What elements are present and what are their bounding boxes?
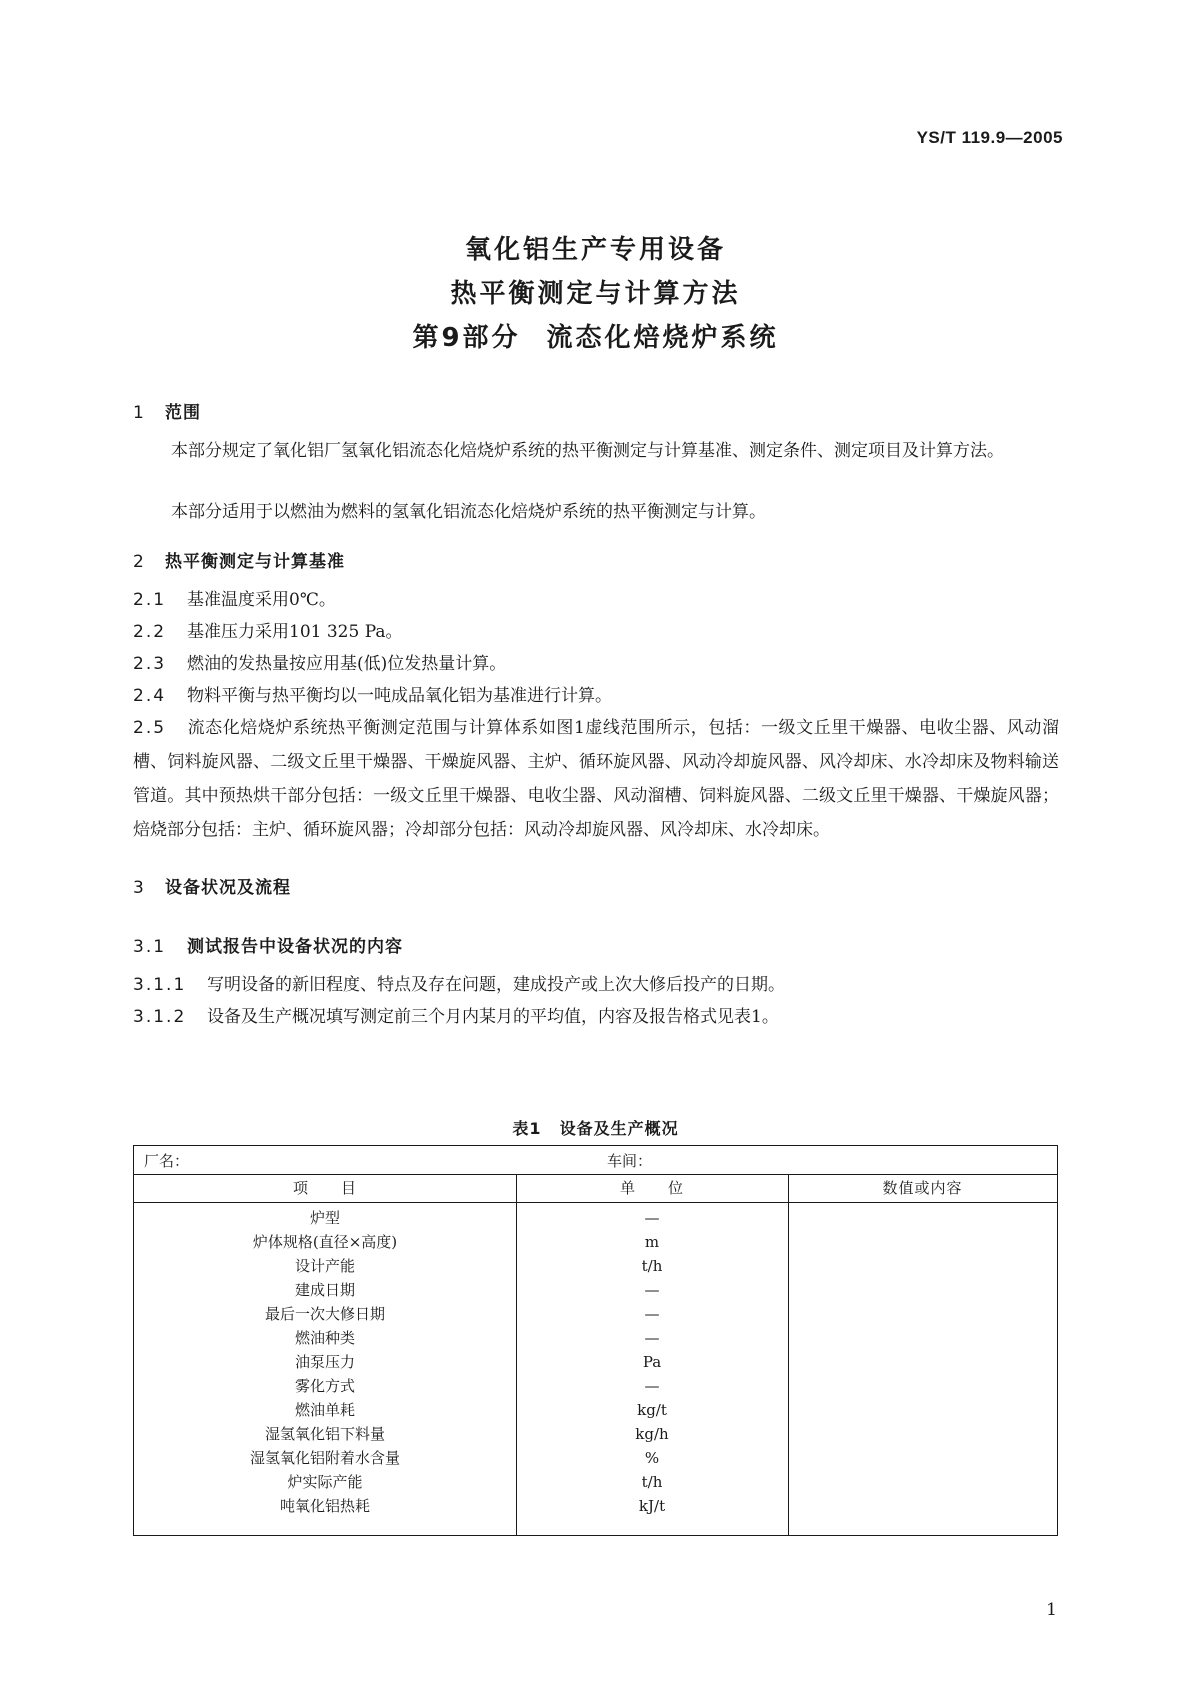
table-row: [134, 1350, 1057, 1374]
clause-3-1-1: [133, 968, 1059, 1002]
clause-text: 基准压力采用101 325 Pa。: [187, 622, 403, 642]
table-row: [134, 1374, 1057, 1398]
row-item: 油泵压力: [294, 1353, 355, 1371]
row-unit: kJ/t: [638, 1497, 666, 1515]
part-name: 流态化焙烧炉系统: [546, 323, 779, 353]
column-header-item: 项 目: [292, 1179, 357, 1197]
row-item: 燃油种类: [294, 1329, 355, 1347]
clause-text: 设备及生产概况填写测定前三个月内某月的平均值，内容及报告格式见表1。: [207, 1007, 779, 1027]
table-row: [134, 1398, 1057, 1422]
table-row: [134, 1446, 1057, 1470]
row-item: 建成日期: [294, 1281, 355, 1299]
row-unit: %: [644, 1449, 660, 1467]
section-3-heading: [133, 873, 291, 898]
row-item: 燃油单耗: [294, 1401, 355, 1419]
scope-paragraph-2: 本部分适用于以燃油为燃料的氢氧化铝流态化焙烧炉系统的热平衡测定与计算。: [171, 502, 766, 522]
table-1-caption: [0, 1116, 1191, 1139]
table-row: [134, 1278, 1057, 1302]
table-row: [134, 1326, 1057, 1350]
row-unit: —: [644, 1305, 660, 1323]
table-row: [134, 1230, 1057, 1254]
row-item: 雾化方式: [294, 1377, 355, 1395]
table-row: [134, 1470, 1057, 1494]
row-item: 湿氢氧化铝附着水含量: [249, 1449, 400, 1467]
title-line-1: 氧化铝生产专用设备: [464, 235, 726, 265]
subsection-3-1-heading: [133, 932, 403, 957]
clause-text: 燃油的发热量按应用基(低)位发热量计算。: [187, 654, 507, 674]
page-number: 1: [1046, 1600, 1057, 1620]
row-item: 炉体规格(直径×高度): [252, 1233, 398, 1251]
table-info-row: [134, 1146, 1057, 1175]
section-1-heading: [133, 398, 201, 423]
document-title: [0, 228, 1191, 360]
row-unit: m: [644, 1233, 660, 1251]
clause-2-3: [133, 647, 1059, 681]
title-line-3: [0, 316, 1191, 360]
clause-text: 写明设备的新旧程度、特点及存在问题，建成投产或上次大修后投产的日期。: [207, 975, 785, 995]
row-unit: t/h: [641, 1257, 663, 1275]
clause-text: 基准温度采用0℃。: [187, 590, 336, 610]
row-unit: Pa: [642, 1353, 662, 1371]
subsection-title: 测试报告中设备状况的内容: [187, 937, 403, 957]
part-label: 第9部分: [412, 323, 521, 353]
row-item: 炉型: [309, 1209, 340, 1227]
clause-number: 2.3: [133, 654, 167, 674]
section-number: 1: [133, 403, 145, 423]
clause-number: 3.1.2: [133, 1007, 187, 1027]
row-unit: kg/t: [637, 1401, 667, 1419]
scope-paragraph-1: 本部分规定了氧化铝厂氢氧化铝流态化焙烧炉系统的热平衡测定与计算基准、测定条件、测定项目及计算方法。: [171, 441, 1004, 461]
clause-2-1: [133, 583, 1059, 617]
clause-number: 2.1: [133, 590, 167, 610]
clause-text: 流态化焙烧炉系统热平衡测定范围与计算体系如图1虚线范围所示，包括：一级文丘里干燥器、电收尘器、风动溜槽、饲料旋风器、二级文丘里干燥器、干燥旋风器、主炉、循环旋风器、风动冷却旋风器、风冷却床、水冷却床及物料输送管道。其中预热烘干部分包括：一级文丘里干燥器、电收尘器、风动溜槽、饲料旋风器、二级文丘里干燥器、干燥旋风器；焙烧部分包括：主炉、循环旋风器；冷却部分包括：风动冷却旋风器、风冷却床、水冷却床。: [133, 718, 1059, 840]
standard-code: YS/T 119.9—2005: [916, 128, 1063, 147]
section-2-heading: [133, 547, 345, 572]
section-number: 2: [133, 552, 145, 572]
column-header-unit: 单 位: [619, 1179, 684, 1197]
table-header-row: [134, 1174, 1057, 1203]
clause-number: 2.4: [133, 686, 167, 706]
table-row: [134, 1422, 1057, 1446]
section-title: 设备状况及流程: [165, 878, 291, 898]
table-row: [134, 1254, 1057, 1278]
clause-number: 2.5: [133, 718, 167, 738]
clause-2-2: [133, 615, 1059, 649]
subsection-number: 3.1: [133, 937, 167, 957]
row-unit: —: [644, 1329, 660, 1347]
column-header-value: 数值或内容: [882, 1179, 963, 1197]
clause-number: 2.2: [133, 622, 167, 642]
table-row: [134, 1302, 1057, 1326]
row-item: 设计产能: [294, 1257, 355, 1275]
row-unit: kg/h: [635, 1425, 669, 1443]
table-row: [134, 1494, 1057, 1518]
clause-2-4: [133, 679, 1059, 713]
clause-text: 物料平衡与热平衡均以一吨成品氧化铝为基准进行计算。: [187, 686, 612, 706]
clause-2-5: [133, 711, 1059, 847]
table-title: 设备及生产概况: [559, 1119, 679, 1138]
table-number: 表1: [512, 1119, 542, 1138]
section-title: 热平衡测定与计算基准: [165, 552, 345, 572]
row-unit: —: [644, 1377, 660, 1395]
row-item: 吨氧化铝热耗: [279, 1497, 370, 1515]
section-number: 3: [133, 878, 145, 898]
clause-number: 3.1.1: [133, 975, 187, 995]
row-unit: t/h: [641, 1473, 663, 1491]
title-line-2: 热平衡测定与计算方法: [450, 279, 741, 309]
row-unit: —: [644, 1209, 660, 1227]
row-item: 最后一次大修日期: [264, 1305, 385, 1323]
equipment-overview-table: [133, 1145, 1058, 1536]
clause-3-1-2: [133, 1000, 1059, 1034]
section-title: 范围: [165, 403, 201, 423]
row-unit: —: [644, 1281, 660, 1299]
workshop-label: 车间：: [607, 1152, 653, 1170]
row-item: 湿氢氧化铝下料量: [264, 1425, 385, 1443]
table-row: [134, 1206, 1057, 1230]
factory-name-label: 厂名：: [144, 1152, 190, 1170]
row-item: 炉实际产能: [287, 1473, 363, 1491]
